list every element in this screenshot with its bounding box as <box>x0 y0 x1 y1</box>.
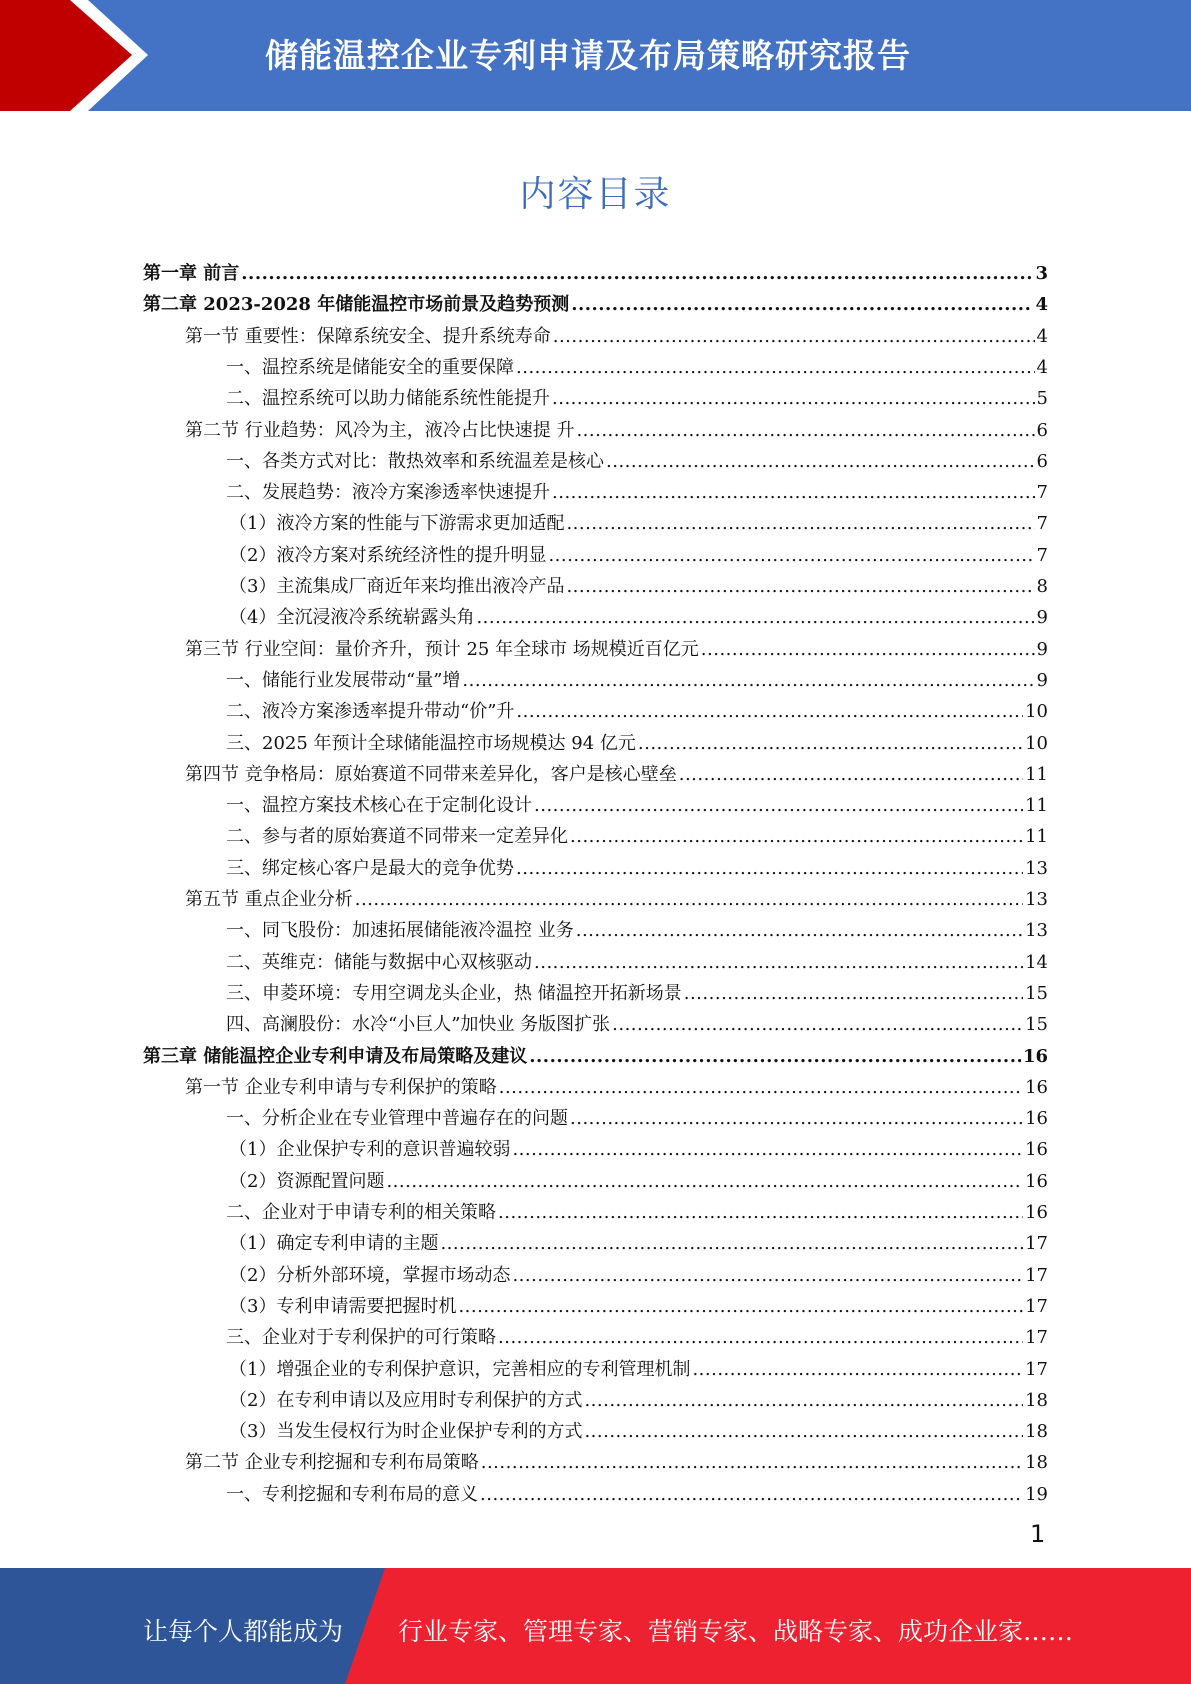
toc-entry-label: 三、绑定核心客户是最大的竞争优势 <box>226 858 514 879</box>
toc-leader-dots <box>548 545 1034 567</box>
toc-entry-page: 11 <box>1025 795 1048 816</box>
toc-leader-dots <box>584 1390 1023 1412</box>
toc-entry-label: 三、申菱环境：专用空调龙头企业，热 储温控开拓新场景 <box>226 983 682 1004</box>
toc-entry[interactable] <box>185 411 1048 442</box>
toc-entry[interactable] <box>226 1475 1048 1506</box>
toc-leader-dots <box>440 1233 1023 1255</box>
toc-entry-page: 15 <box>1025 983 1048 1004</box>
toc-entry-page: 17 <box>1025 1359 1048 1380</box>
toc-leader-dots <box>606 451 1035 473</box>
toc-leader-dots <box>576 920 1023 942</box>
toc-leader-dots <box>612 1014 1023 1036</box>
toc-entry-page: 16 <box>1025 1139 1048 1160</box>
toc-leader-dots <box>552 388 1035 410</box>
toc-entry-page: 4 <box>1036 357 1048 378</box>
toc-entry-label: 第三章 储能温控企业专利申请及布局策略及建议 <box>143 1046 528 1067</box>
toc-leader-dots <box>516 701 1023 723</box>
toc-entry[interactable] <box>229 1162 1048 1193</box>
toc-entry-label: 第二节 企业专利挖掘和专利布局策略 <box>185 1452 479 1473</box>
toc-entry[interactable] <box>226 692 1048 723</box>
toc-entry-page: 10 <box>1025 733 1048 754</box>
toc-entry-label: 第一节 企业专利申请与专利保护的策略 <box>185 1077 497 1098</box>
toc-leader-dots <box>498 1327 1023 1349</box>
toc-entry[interactable] <box>229 1224 1048 1255</box>
toc-entry[interactable] <box>226 724 1048 755</box>
toc-leader-dots <box>566 513 1034 535</box>
toc-entry-page: 17 <box>1025 1327 1048 1348</box>
toc-entry[interactable] <box>226 911 1048 942</box>
toc-entry[interactable] <box>226 379 1048 410</box>
toc-entry[interactable] <box>226 1318 1048 1349</box>
toc-entry[interactable] <box>229 1412 1048 1443</box>
toc-entry-label: （1）液冷方案的性能与下游需求更加适配 <box>229 513 565 534</box>
toc-entry-page: 11 <box>1025 826 1048 847</box>
toc-entry[interactable] <box>229 1287 1048 1318</box>
toc-entry-page: 15 <box>1025 1014 1048 1035</box>
toc-entry-label: （3）当发生侵权行为时企业保护专利的方式 <box>229 1421 583 1442</box>
toc-entry[interactable] <box>229 567 1048 598</box>
toc-entry[interactable] <box>185 755 1048 786</box>
toc-entry-label: （3）主流集成厂商近年来均推出液冷产品 <box>229 576 565 597</box>
toc-entry-page: 6 <box>1036 451 1048 472</box>
toc-entry[interactable] <box>185 630 1048 661</box>
toc-entry-page: 9 <box>1036 670 1048 691</box>
toc-leader-dots <box>462 670 1034 692</box>
toc-entry[interactable] <box>226 442 1048 473</box>
toc-entry-label: （2）资源配置问题 <box>229 1171 385 1192</box>
page-header <box>0 0 1191 111</box>
toc-entry-page: 7 <box>1036 545 1048 566</box>
toc-leader-dots <box>355 889 1023 911</box>
toc-leader-dots <box>241 263 1033 285</box>
toc-leader-dots <box>584 1421 1023 1443</box>
toc-entry-label: 二、参与者的原始赛道不同带来一定差异化 <box>226 826 568 847</box>
toc-entry-label: 四、高澜股份：水冷“小巨人”加快业 务版图扩张 <box>226 1014 611 1035</box>
toc-leader-dots <box>570 826 1023 848</box>
toc-heading: 内容目录 <box>519 174 672 215</box>
toc-leader-dots <box>498 1202 1023 1224</box>
toc-entry-page: 18 <box>1025 1421 1048 1442</box>
toc-entry-label: （2）在专利申请以及应用时专利保护的方式 <box>229 1390 583 1411</box>
toc-entry-page: 18 <box>1025 1390 1048 1411</box>
toc-entry[interactable] <box>226 1005 1048 1036</box>
toc-leader-dots <box>529 1046 1021 1068</box>
toc-entry-label: 第二章 2023-2028 年储能温控市场前景及趋势预测 <box>143 294 570 315</box>
page-footer <box>0 1568 1191 1684</box>
toc-entry-page: 16 <box>1025 1108 1048 1129</box>
toc-entry[interactable] <box>143 285 1048 316</box>
toc-leader-dots <box>638 733 1023 755</box>
toc-entry[interactable] <box>185 317 1048 348</box>
toc-leader-dots <box>516 357 1035 379</box>
toc-entry-page: 13 <box>1025 889 1048 910</box>
toc-entry-page: 17 <box>1025 1296 1048 1317</box>
toc-leader-dots <box>476 607 1034 629</box>
toc-entry-label: 二、发展趋势：液冷方案渗透率快速提升 <box>226 482 550 503</box>
toc-leader-dots <box>480 1484 1023 1506</box>
toc-entry-page: 3 <box>1035 263 1048 284</box>
toc-entry-label: （1）增强企业的专利保护意识，完善相应的专利管理机制 <box>229 1359 691 1380</box>
toc-leader-dots <box>571 294 1033 316</box>
toc-entry-label: 第一节 重要性：保障系统安全、提升系统寿命 <box>185 326 551 347</box>
toc-entry-label: 三、企业对于专利保护的可行策略 <box>226 1327 496 1348</box>
toc-entry-label: （1）企业保护专利的意识普遍较弱 <box>229 1139 511 1160</box>
toc-entry-label: 第五节 重点企业分析 <box>185 889 353 910</box>
toc-entry-page: 8 <box>1036 576 1048 597</box>
toc-entry-page: 16 <box>1025 1171 1048 1192</box>
toc-entry[interactable] <box>226 974 1048 1005</box>
toc-entry-page: 16 <box>1022 1046 1048 1067</box>
toc-entry-page: 10 <box>1025 701 1048 722</box>
toc-entry-page: 13 <box>1025 920 1048 941</box>
toc-entry[interactable] <box>185 1443 1048 1474</box>
toc-entry-page: 7 <box>1036 513 1048 534</box>
toc-leader-dots <box>534 795 1023 817</box>
toc-entry[interactable] <box>226 943 1048 974</box>
toc-leader-dots <box>512 1139 1023 1161</box>
toc-entry-label: 一、各类方式对比：散热效率和系统温差是核心 <box>226 451 604 472</box>
toc-entry-page: 17 <box>1025 1265 1048 1286</box>
toc-entry[interactable] <box>226 473 1048 504</box>
toc-entry-label: （2）分析外部环境，掌握市场动态 <box>229 1265 511 1286</box>
toc-leader-dots <box>386 1171 1023 1193</box>
toc-entry-label: 二、温控系统可以助力储能系统性能提升 <box>226 388 550 409</box>
toc-entry-page: 19 <box>1025 1484 1048 1505</box>
page-number: 1 <box>1030 1520 1046 1548</box>
toc-entry-page: 16 <box>1025 1077 1048 1098</box>
toc-entry[interactable] <box>229 536 1048 567</box>
toc-entry-page: 9 <box>1036 607 1048 628</box>
toc-entry-page: 17 <box>1025 1233 1048 1254</box>
toc-entry-label: （2）液冷方案对系统经济性的提升明显 <box>229 545 547 566</box>
toc-entry-page: 13 <box>1025 858 1048 879</box>
toc-entry[interactable] <box>226 817 1048 848</box>
toc-entry-label: 第三节 行业空间：量价齐升，预计 25 年全球市 场规模近百亿元 <box>185 639 699 660</box>
toc-entry-page: 11 <box>1025 764 1048 785</box>
toc-entry-label: 一、温控方案技术核心在于定制化设计 <box>226 795 532 816</box>
header-arrow-decoration <box>0 0 160 111</box>
toc-entry-label: 一、温控系统是储能安全的重要保障 <box>226 357 514 378</box>
toc-entry[interactable] <box>226 1193 1048 1224</box>
toc-entry-label: 一、分析企业在专业管理中普遍存在的问题 <box>226 1108 568 1129</box>
toc-leader-dots <box>570 1108 1023 1130</box>
toc-entry-page: 14 <box>1025 952 1048 973</box>
toc-entry[interactable] <box>143 254 1048 285</box>
toc-entry-label: 第一章 前言 <box>143 263 240 284</box>
toc-entry[interactable] <box>143 1037 1048 1068</box>
toc-entry[interactable] <box>226 348 1048 379</box>
toc-entry-label: 第二节 行业趋势：风冷为主，液冷占比快速提 升 <box>185 420 575 441</box>
toc-entry-label: 一、专利挖掘和专利布局的意义 <box>226 1484 478 1505</box>
toc-entry[interactable] <box>185 880 1048 911</box>
toc-entry[interactable] <box>229 1381 1048 1412</box>
toc-leader-dots <box>553 326 1035 348</box>
toc-entry-label: 一、储能行业发展带动“量”增 <box>226 670 461 691</box>
toc-leader-dots <box>576 420 1034 442</box>
toc-entry-page: 4 <box>1035 294 1048 315</box>
toc-entry-page: 5 <box>1036 388 1048 409</box>
footer-slogan-right: 行业专家、管理专家、营销专家、战略专家、成功企业家…… <box>398 1617 1074 1646</box>
toc-entry-page: 16 <box>1025 1202 1048 1223</box>
toc-entry-label: 二、英维克：储能与数据中心双核驱动 <box>226 952 532 973</box>
toc-entry[interactable] <box>229 504 1048 535</box>
toc-entry[interactable] <box>229 598 1048 629</box>
report-title: 储能温控企业专利申请及布局策略研究报告 <box>265 36 911 75</box>
toc-entry[interactable] <box>229 1130 1048 1161</box>
toc-leader-dots <box>512 1265 1023 1287</box>
toc-entry-label: 第四节 竞争格局：原始赛道不同带来差异化，客户是核心壁垒 <box>185 764 677 785</box>
toc-entry[interactable] <box>229 1256 1048 1287</box>
toc-leader-dots <box>534 952 1023 974</box>
toc-entry-page: 6 <box>1036 420 1048 441</box>
toc-entry[interactable] <box>185 1068 1048 1099</box>
toc-entry-label: （1）确定专利申请的主题 <box>229 1233 439 1254</box>
toc-leader-dots <box>566 576 1034 598</box>
toc-entry[interactable] <box>226 786 1048 817</box>
toc-leader-dots <box>701 639 1035 661</box>
toc-entry[interactable] <box>226 1099 1048 1130</box>
toc-entry-page: 7 <box>1036 482 1048 503</box>
toc-entry-page: 18 <box>1025 1452 1048 1473</box>
toc-leader-dots <box>692 1359 1023 1381</box>
toc-entry-label: 一、同飞股份：加速拓展储能液冷温控 业务 <box>226 920 574 941</box>
toc-entry[interactable] <box>226 849 1048 880</box>
toc-leader-dots <box>458 1296 1023 1318</box>
toc-leader-dots <box>679 764 1023 786</box>
toc-entry[interactable] <box>226 661 1048 692</box>
toc-leader-dots <box>481 1452 1023 1474</box>
toc-entry-label: 三、2025 年预计全球储能温控市场规模达 94 亿元 <box>226 733 636 754</box>
toc-entry-page: 4 <box>1036 326 1048 347</box>
toc-leader-dots <box>516 858 1023 880</box>
toc-entry-label: 二、企业对于申请专利的相关策略 <box>226 1202 496 1223</box>
toc-entry-label: （3）专利申请需要把握时机 <box>229 1296 457 1317</box>
toc-entry-label: 二、液冷方案渗透率提升带动“价”升 <box>226 701 515 722</box>
toc-entry-page: 9 <box>1036 639 1048 660</box>
toc-leader-dots <box>552 482 1035 504</box>
toc-leader-dots <box>499 1077 1023 1099</box>
toc-entry[interactable] <box>229 1350 1048 1381</box>
toc-leader-dots <box>684 983 1023 1005</box>
toc-entry-label: （4）全沉浸液冷系统崭露头角 <box>229 607 475 628</box>
footer-slogan-left: 让每个人都能成为 <box>143 1617 344 1646</box>
